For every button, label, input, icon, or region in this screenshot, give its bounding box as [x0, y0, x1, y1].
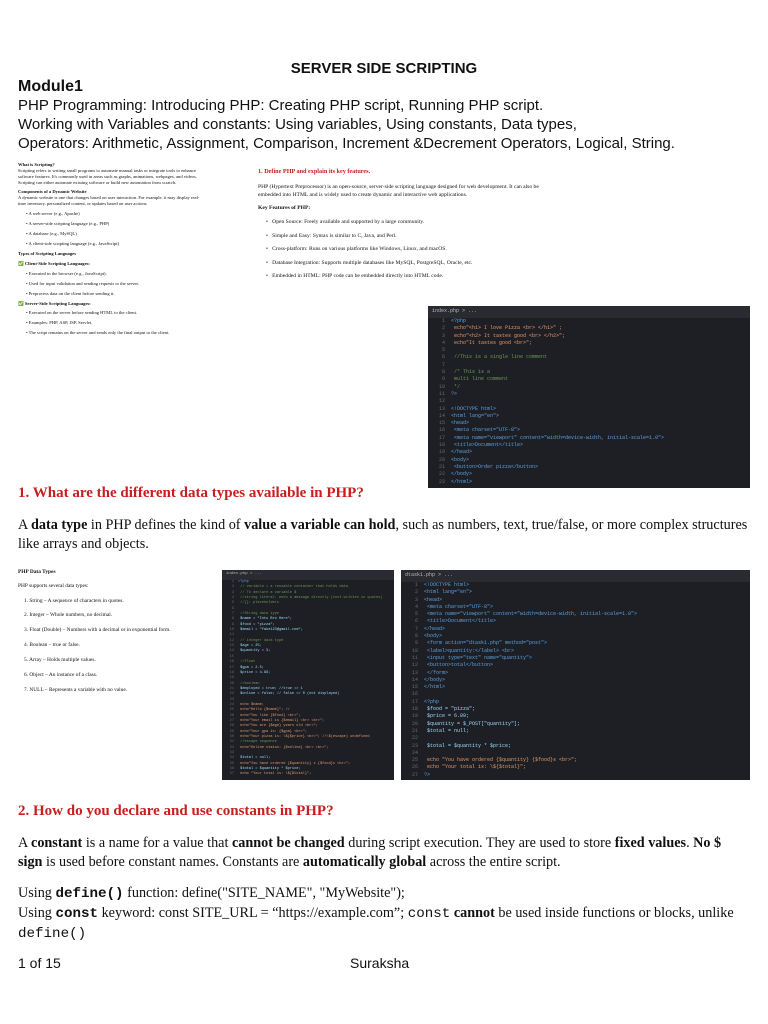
- datatype-item: 5. Array – Holds multiple values.: [24, 656, 96, 663]
- line-number: 1: [414, 582, 418, 588]
- code-text: //{}: placeholders: [238, 601, 279, 606]
- code-text: /* This is a: [451, 369, 491, 376]
- code-text: </form>: [424, 669, 449, 676]
- thumb-feature: • Simple and Easy: Syntax is similar to C, Java, and Perl.: [266, 232, 397, 239]
- line-number: 27: [411, 771, 418, 778]
- code-text: <body>: [424, 633, 443, 640]
- code-line: [401, 633, 750, 640]
- thumb-line: time inventory, personalized content, or updates based on user actions.: [18, 200, 148, 206]
- line-number: 25: [411, 757, 418, 764]
- line-number: 10: [229, 628, 234, 633]
- line-number: 5: [441, 347, 445, 354]
- code-text: $quantity = 3;: [238, 649, 271, 654]
- line-number: 28: [229, 724, 234, 729]
- code-text: //This is a single line comment: [451, 354, 548, 361]
- line-number: 21: [411, 727, 418, 734]
- line-number: 14: [438, 412, 445, 419]
- line-number: 23: [229, 697, 234, 702]
- code-line: [428, 449, 750, 456]
- code-line: [428, 325, 750, 332]
- line-number: 5: [414, 611, 418, 618]
- code-line: [428, 479, 750, 486]
- code-text: <html lang="en">: [424, 589, 473, 596]
- thumb-line: • Examples: PHP, ASP, JSP, Servlet.: [26, 320, 93, 326]
- datatype-item: 7. NULL – Represents a variable with no value.: [24, 686, 128, 693]
- constant-usage: [18, 884, 748, 944]
- code-text: <!DOCTYPE html>: [424, 582, 470, 588]
- line-number: 4: [414, 603, 418, 610]
- code-line: [401, 735, 750, 742]
- line-number: 13: [411, 669, 418, 676]
- line-number: 24: [411, 749, 418, 756]
- code-line: [401, 662, 750, 669]
- code-line: [428, 427, 750, 434]
- code-text: //boolean: [238, 681, 260, 686]
- line-number: 20: [229, 681, 234, 686]
- code-text: $total = $quantity * $price;: [238, 767, 301, 772]
- code-text: // integer data type: [238, 638, 284, 643]
- code-text: $food = "pizza";: [238, 622, 275, 627]
- constant-paragraph: A constant is a name for a value that cannot be changed during script execution. They are used to store fixed values. No $ sign is used before constant names. Constants are automatically global across the entire script.: [18, 835, 722, 870]
- line-number: 17: [438, 434, 445, 441]
- line-number: 3: [441, 332, 445, 339]
- thumb-line: • The script remains on the server and sends only the final output to the client.: [26, 330, 170, 336]
- line-number: 2: [414, 589, 418, 596]
- line-number: 19: [229, 676, 234, 681]
- thumb-feature: • Database Integration: Supports multiple databases like MySQL, PostgreSQL, Oracle, etc.: [266, 259, 473, 266]
- code-text: echo"<h1> I love Pizza <br> </h1>" ;: [451, 325, 563, 332]
- scripting-notes-thumbnail: [18, 162, 218, 362]
- line-number: 18: [438, 442, 445, 449]
- code-text: // To declare a variable $: [238, 590, 297, 595]
- thumb-features-title: Key Features of PHP:: [258, 205, 311, 212]
- code-text: <head>: [424, 596, 443, 603]
- line-number: 7: [414, 625, 418, 632]
- code-text: <label>quantity:</label> <br>: [424, 647, 515, 654]
- define-usage: Using define() function: define("SITE_NAME", "MyWebsite");: [18, 885, 405, 902]
- code-line: [401, 691, 750, 698]
- code-text: $gpa = 2.5;: [238, 665, 264, 670]
- line-number: 10: [411, 647, 418, 654]
- code-text: ?>: [451, 390, 458, 397]
- code-text: <body>: [451, 456, 470, 463]
- line-number: 1: [231, 580, 234, 584]
- code-text: echo"Online status: {$online} <br> <br>";: [238, 745, 329, 750]
- code-line: [401, 713, 750, 720]
- code-text: $online = false; // false => 0 (not displayed): [238, 692, 340, 697]
- line-number: 26: [411, 764, 418, 771]
- thumb-line: • A web server (e.g., Apache): [26, 210, 80, 216]
- thumb-feature: • Cross-platform: Runs on various platforms like Windows, Linux, and macOS.: [266, 246, 447, 253]
- line-number: 8: [231, 617, 234, 622]
- datatype-item: 2. Integer – Whole numbers, no decimal.: [24, 612, 113, 619]
- line-number: 18: [411, 706, 418, 713]
- code-text: <meta name="viewport" content="width=device-width, initial-scale=1.0">: [451, 434, 665, 441]
- code-line: [401, 604, 750, 611]
- page-title: SERVER SIDE SCRIPTING: [290, 60, 478, 77]
- code-text: echo "You have ordered {$quantity} {$food}s <br>";: [424, 757, 578, 764]
- code-text: echo"Your gpa is: {$gpa} <br>";: [238, 729, 308, 734]
- line-number: 10: [438, 383, 445, 390]
- thumb-feature: • Open Source: Freely available and supported by a large community.: [266, 219, 425, 225]
- code-text: </head>: [451, 449, 473, 456]
- const-usage: Using const keyword: const SITE_URL = “https://example.com”; const cannot be used inside functions or blocks, unlike define(): [18, 905, 734, 942]
- question-1-heading: 1. What are the different data types available in PHP?: [18, 485, 364, 501]
- code-screenshot-variables: [222, 570, 394, 780]
- code-line: [428, 318, 750, 325]
- code-text: </body>: [451, 471, 473, 478]
- code-text: echo"It tastes good <br>";: [451, 339, 533, 346]
- code-line: [401, 684, 750, 691]
- code-text: echo "Your total is: \${$total}";: [424, 764, 527, 771]
- thumb-line: Scripting can either automate existing software or build new automation from scratch.: [18, 179, 177, 185]
- line-number: 9: [441, 376, 445, 383]
- code-text: </head>: [424, 625, 446, 632]
- line-number: 20: [438, 456, 445, 463]
- line-number: 5: [231, 601, 234, 606]
- code-line: [401, 706, 750, 713]
- thumb-line: Scripting refers to writing small programs to automate manual tasks or integrate tools to enhance: [18, 167, 197, 173]
- code-line: [401, 743, 750, 750]
- code-text: </html>: [451, 478, 473, 485]
- line-number: 23: [438, 478, 445, 485]
- line-number: 6: [231, 606, 234, 611]
- code-line: [401, 655, 750, 662]
- line-number: 36: [229, 767, 234, 772]
- module-line-2: Working with Variables and constants: Using variables, Using constants, Data types,: [18, 116, 577, 133]
- code-text: echo"<h2> It tastes good <br> </h2>";: [451, 332, 566, 339]
- module-heading: Module1: [18, 78, 83, 95]
- php-definition-thumbnail: [258, 168, 558, 281]
- code-line: [428, 384, 750, 391]
- code-file-tab: index.php > ...: [222, 570, 394, 580]
- datatype-item: 3. Float (Double) – Numbers with a decimal or in exponential form.: [24, 627, 171, 634]
- code-text: echo"You are {$age} years old <br>";: [238, 724, 318, 729]
- code-text: //String data type: [238, 612, 279, 617]
- line-number: 3: [231, 590, 234, 595]
- author-name: Suraksha: [350, 955, 410, 971]
- line-number: 16: [411, 691, 418, 698]
- code-line: [401, 626, 750, 633]
- code-text: <?php: [238, 580, 249, 584]
- code-line: [401, 728, 750, 735]
- module-line-1: PHP Programming: Introducing PHP: Creating PHP script, Running PHP script.: [18, 97, 544, 114]
- thumb-line: software features. It's commonly used in areas such as graphs, animations, webpages, and videos.: [18, 173, 197, 179]
- code-line: [222, 772, 394, 777]
- code-screenshot-index: [428, 306, 750, 488]
- code-line: [401, 589, 750, 596]
- line-number: 25: [229, 708, 234, 713]
- datatype-item: 6. Object – An instance of a class.: [24, 671, 98, 678]
- code-text: <html lang="en">: [451, 412, 500, 419]
- thumb-heading: 1. Define PHP and explain its key features.: [258, 168, 371, 175]
- line-number: 19: [411, 713, 418, 720]
- code-line: [401, 597, 750, 604]
- thumb-line: • A client-side scripting language (e.g., JavaScript): [26, 240, 120, 246]
- line-number: 6: [414, 618, 418, 625]
- line-number: 12: [229, 638, 234, 643]
- code-text: <!DOCTYPE html>: [451, 405, 497, 412]
- thumb-line: • Executed on the server before sending HTML to the client.: [26, 310, 138, 316]
- code-line: [401, 750, 750, 757]
- code-line: [428, 471, 750, 478]
- line-number: 11: [438, 390, 445, 397]
- code-text: //float: [238, 660, 256, 665]
- code-line: [401, 611, 750, 618]
- line-number: 13: [229, 644, 234, 649]
- code-text: $total = null;: [424, 727, 470, 734]
- thumb-feature: • Embedded in HTML: PHP code can be embedded directly into HTML code.: [266, 273, 444, 280]
- line-number: 19: [438, 449, 445, 456]
- code-line: [428, 354, 750, 361]
- code-line: [428, 442, 750, 449]
- code-text: <?php: [451, 318, 467, 324]
- line-number: 18: [229, 670, 234, 675]
- code-text: //string literal: echo a message directly (text written in quotes): [238, 596, 383, 601]
- line-number: 14: [229, 649, 234, 654]
- code-line: [428, 435, 750, 442]
- line-number: 26: [229, 713, 234, 718]
- thumb-line: Components of a Dynamic Website: [18, 188, 87, 194]
- code-line: [428, 464, 750, 471]
- code-text: $employed = true; //true => 1: [238, 686, 303, 691]
- code-text: <meta name="viewport" content="width=device-width, initial-scale=1.0">: [424, 611, 638, 618]
- line-number: 2: [441, 325, 445, 332]
- line-number: 9: [231, 622, 234, 627]
- code-text: */: [451, 383, 461, 390]
- code-text: $total = null;: [238, 756, 271, 761]
- code-text: <button>Order pizza</button>: [451, 463, 539, 470]
- php-datatypes-list: [18, 569, 208, 694]
- code-text: </html>: [424, 684, 446, 691]
- code-text: // variable = a reusable container that holds data: [238, 585, 348, 590]
- line-number: 8: [414, 633, 418, 640]
- code-line: [401, 721, 750, 728]
- line-number: 11: [229, 633, 234, 638]
- line-number: 32: [229, 745, 234, 750]
- code-line: [401, 670, 750, 677]
- thumb-line: • Used for input validation and sending requests to the server.: [26, 280, 139, 286]
- code-line: [401, 764, 750, 771]
- thumb-line: What is Scripting?: [18, 162, 55, 167]
- thumb-line: ✅ Client-Side Scripting Languages:: [18, 260, 90, 266]
- datatype-item: 1. String – A sequence of characters in quotes.: [24, 597, 124, 604]
- datatype-item: 4. Boolean – true or false.: [24, 642, 80, 649]
- code-text: echo"You like {$food} <br>";: [238, 713, 301, 718]
- line-number: 22: [229, 692, 234, 697]
- line-number: 16: [438, 427, 445, 434]
- line-number: 37: [229, 772, 234, 777]
- line-number: 23: [411, 742, 418, 749]
- code-text: <title>Document</title>: [451, 442, 524, 449]
- code-text: $price = 6.89;: [424, 713, 470, 720]
- code-body: [222, 580, 394, 778]
- datatypes-title: PHP Data Types: [18, 569, 56, 575]
- line-number: 7: [231, 612, 234, 617]
- code-line: [428, 333, 750, 340]
- code-text: echo $name;: [238, 702, 264, 707]
- code-line: [428, 398, 750, 405]
- line-number: 16: [229, 660, 234, 665]
- thumb-line: Types of Scripting Languages: [18, 250, 76, 256]
- code-text: $name = "Intu Bro Here";: [238, 617, 292, 622]
- thumb-line: • A server-side scripting language (e.g., PHP): [26, 220, 110, 226]
- thumb-line: ✅ Server-Side Scripting Languages:: [18, 300, 91, 306]
- thumb-line: A dynamic website is one that changes based on user interaction. For example, it may display real-: [18, 194, 200, 200]
- code-line: [428, 347, 750, 354]
- code-file-tab: dtask1.php > ...: [401, 570, 750, 582]
- thumb-line: • Executed in the browser (e.g., JavaScript).: [26, 270, 107, 276]
- code-line: [428, 406, 750, 413]
- question-2-heading: 2. How do you declare and use constants in PHP?: [18, 803, 334, 819]
- code-line: [401, 618, 750, 625]
- line-number: 4: [441, 339, 445, 346]
- module-line-3: Operators: Arithmetic, Assignment, Comparison, Increment &Decrement Operators, Logical, String.: [18, 135, 675, 152]
- code-line: [401, 757, 750, 764]
- thumb-line: • A database (e.g., MySQL): [26, 230, 77, 236]
- line-number: 15: [411, 684, 418, 691]
- code-line: [428, 340, 750, 347]
- page-number: 1 of 15: [18, 955, 61, 971]
- code-text: //escape sequence: [238, 740, 277, 745]
- code-text: <title>Document</title>: [424, 618, 497, 625]
- code-text: <meta charset="UTF-8">: [451, 427, 521, 434]
- code-line: [428, 369, 750, 376]
- line-number: 12: [411, 662, 418, 669]
- code-text: </body>: [424, 676, 446, 683]
- code-text: <?php: [424, 698, 440, 705]
- line-number: 27: [229, 718, 234, 723]
- code-text: $age = 25;: [238, 644, 262, 649]
- code-line: [428, 457, 750, 464]
- code-text: <meta charset="UTF-8">: [424, 603, 494, 610]
- code-screenshot-dtask: [401, 570, 750, 780]
- code-text: echo"You have ordered {$quantity} x {$food}s <br>";: [238, 761, 351, 766]
- code-text: <input type="text" name="quantity">: [424, 654, 533, 661]
- code-line: [428, 391, 750, 398]
- line-number: 7: [441, 361, 445, 368]
- code-text: echo "Your total is: \${$total}";: [238, 772, 312, 777]
- code-text: echo"Your pizza is: \${$price} <br>"; //\$(escape) undefined: [238, 734, 370, 739]
- code-body: [401, 582, 750, 779]
- code-body: [428, 318, 750, 486]
- line-number: 20: [411, 720, 418, 727]
- line-number: 29: [229, 729, 234, 734]
- line-number: 31: [229, 740, 234, 745]
- code-text: <button>total</button>: [424, 662, 494, 669]
- code-text: $email = "fake123@gmail.com";: [238, 628, 303, 633]
- line-number: 6: [441, 354, 445, 361]
- line-number: 35: [229, 761, 234, 766]
- code-text: $total = $quantity * $price;: [424, 742, 512, 749]
- line-number: 3: [414, 596, 418, 603]
- code-line: [428, 420, 750, 427]
- thumb-line: • Preprocess data on the client before sending it.: [26, 290, 115, 296]
- line-number: 9: [414, 640, 418, 647]
- line-number: 17: [411, 698, 418, 705]
- code-line: [401, 640, 750, 647]
- line-number: 11: [411, 654, 418, 661]
- line-number: 24: [229, 702, 234, 707]
- line-number: 17: [229, 665, 234, 670]
- code-file-tab: index.php > ...: [428, 306, 750, 318]
- code-text: ?>: [424, 771, 431, 778]
- code-text: <form action="dtask1.php" method="post">: [424, 640, 548, 647]
- code-line: [401, 648, 750, 655]
- code-text: $quantity = $_POST["quantity"];: [424, 720, 521, 727]
- line-number: 21: [229, 686, 234, 691]
- line-number: 15: [438, 420, 445, 427]
- thumb-intro: PHP (Hypertext Preprocessor) is an open-source, server-side scripting language designed for web development. It can also be embedded into HTML and is widely used to create dynamic and interactive web applications.: [258, 184, 539, 198]
- code-text: $food = "pizza";: [424, 706, 476, 713]
- code-text: multi line comment: [451, 376, 509, 383]
- line-number: 34: [229, 756, 234, 761]
- code-text: echo"Hello {$name}"; //: [238, 708, 290, 713]
- code-text: $price = 4.99;: [238, 670, 271, 675]
- code-text: <head>: [451, 420, 470, 427]
- line-number: 15: [229, 654, 234, 659]
- line-number: 21: [438, 463, 445, 470]
- line-number: 4: [231, 596, 234, 601]
- code-line: [401, 699, 750, 706]
- line-number: 12: [438, 398, 445, 405]
- code-line: [428, 413, 750, 420]
- line-number: 22: [411, 735, 418, 742]
- datatypes-intro: PHP supports several data types:: [18, 582, 89, 589]
- line-number: 14: [411, 676, 418, 683]
- line-number: 2: [231, 585, 234, 590]
- line-number: 1: [441, 318, 445, 324]
- code-line: [428, 376, 750, 383]
- code-line: [428, 362, 750, 369]
- line-number: 8: [441, 369, 445, 376]
- code-line: [401, 772, 750, 779]
- code-line: [401, 677, 750, 684]
- code-text: echo"Your email is {$email} <br> <br>";: [238, 718, 325, 723]
- line-number: 13: [438, 405, 445, 412]
- line-number: 22: [438, 471, 445, 478]
- code-line: [401, 582, 750, 589]
- line-number: 30: [229, 734, 234, 739]
- line-number: 33: [229, 751, 234, 755]
- datatype-paragraph: A data type in PHP defines the kind of value a variable can hold, such as numbers, text, true/false, or more complex structures like arrays and objects.: [18, 517, 748, 552]
